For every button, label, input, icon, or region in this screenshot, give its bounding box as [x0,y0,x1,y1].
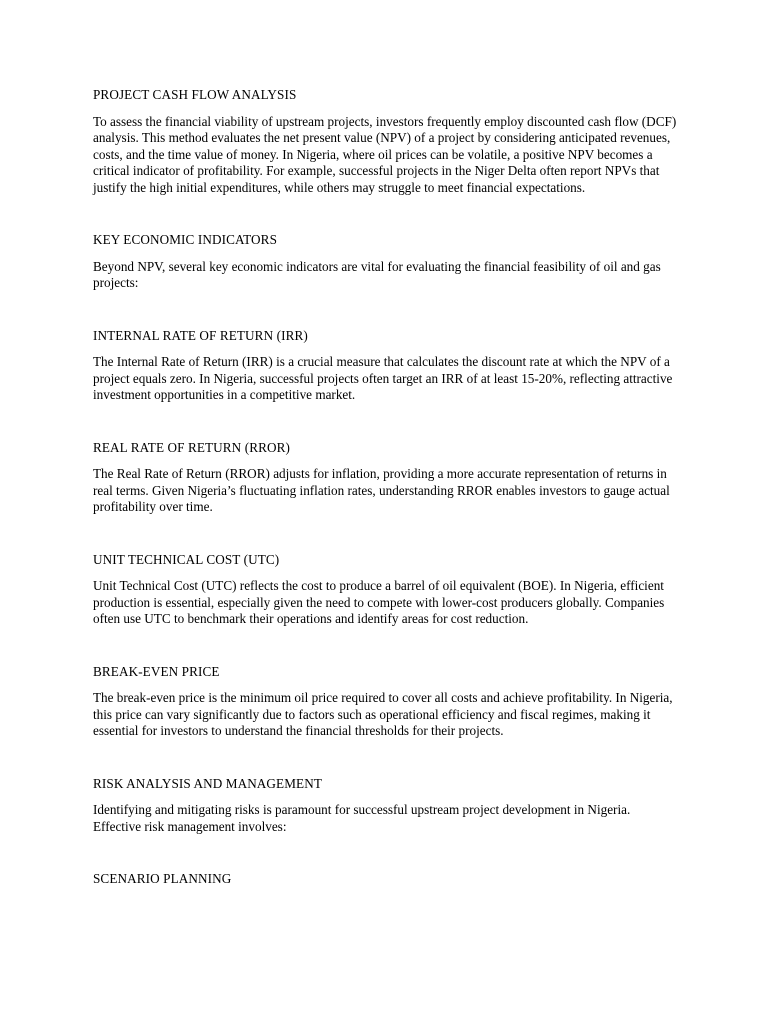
section-heading: UNIT TECHNICAL COST (UTC) [93,551,280,567]
section-project-cash-flow-analysis [93,87,678,196]
section-paragraph: The Real Rate of Return (RROR) adjusts for inflation, providing a more accurate representation of returns in real terms. Given Nigeria’s fluctuating inflation rates, understanding RROR enables investors to gauge actual profitability over time. [93,466,670,514]
section-heading: REAL RATE OF RETURN (RROR) [93,439,290,455]
section-key-economic-indicators [93,232,678,292]
section-heading: RISK ANALYSIS AND MANAGEMENT [93,775,322,791]
section-break-even-price [93,664,678,740]
section-heading: KEY ECONOMIC INDICATORS [93,232,277,247]
section-unit-technical-cost [93,552,678,628]
section-heading: INTERNAL RATE OF RETURN (IRR) [93,327,308,343]
section-paragraph: To assess the financial viability of upstream projects, investors frequently employ discounted cash flow (DCF) analysis. This method evaluates the net present value (NPV) of a project by considering anticipated revenues, costs, and the time value of money. In Nigeria, where oil prices can be volatile, a positive NPV becomes a critical indicator of profitability. For example, successful projects in the Niger Delta often report NPVs that justify the high initial expenditures, while others may struggle to meet financial expectations. [93,113,677,195]
section-paragraph: Unit Technical Cost (UTC) reflects the cost to produce a barrel of oil equivalent (BOE). In Nigeria, efficient production is essential, especially given the need to compete with lower-cost producers globally. Companies often use UTC to benchmark their operations and identify areas for cost reduction. [93,578,665,626]
section-real-rate-of-return [93,440,678,516]
section-heading: SCENARIO PLANNING [93,871,232,886]
section-risk-analysis-and-management [93,776,678,836]
section-heading: BREAK-EVEN PRICE [93,663,220,679]
section-paragraph: Identifying and mitigating risks is paramount for successful upstream project development in Nigeria. Effective risk management involves: [93,802,631,834]
document-body [93,87,678,888]
section-paragraph: Beyond NPV, several key economic indicators are vital for evaluating the financial feasibility of oil and gas projects: [93,258,661,290]
section-paragraph: The break-even price is the minimum oil price required to cover all costs and achieve profitability. In Nigeria, this price can vary significantly due to factors such as operational efficiency and fiscal regimes, making it essential for investors to understand the financial thresholds for their projects. [93,690,673,738]
section-heading: PROJECT CASH FLOW ANALYSIS [93,87,297,102]
section-scenario-planning [93,871,678,888]
section-paragraph: The Internal Rate of Return (IRR) is a crucial measure that calculates the discount rate at which the NPV of a project equals zero. In Nigeria, successful projects often target an IRR of at least 15-20%, reflecting attractive investment opportunities in a competitive market. [93,354,673,402]
section-internal-rate-of-return [93,328,678,404]
